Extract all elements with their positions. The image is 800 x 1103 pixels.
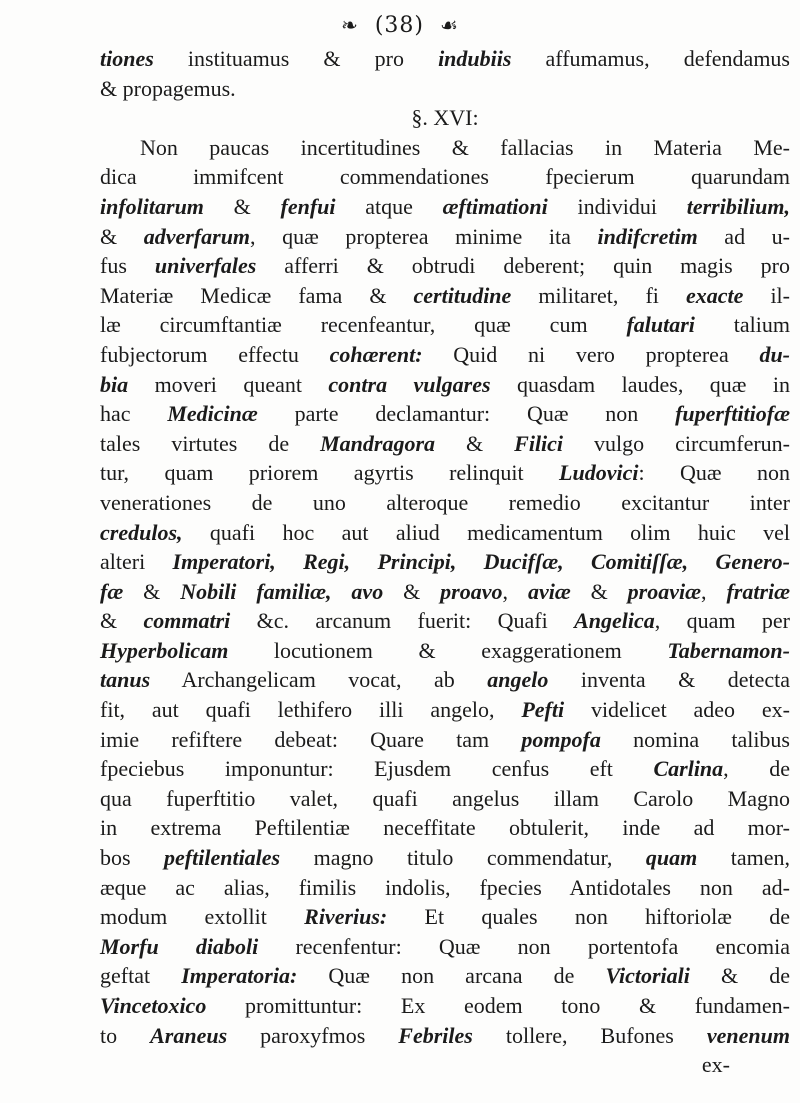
text-line	[100, 991, 790, 1021]
text-run: Archangelicam vocat, ab	[150, 667, 488, 693]
text-run: ex-	[701, 1052, 730, 1078]
text-run: alteri	[100, 549, 173, 575]
text-line	[100, 813, 790, 843]
text-run: parte declamantur: Quæ non	[257, 401, 676, 427]
text-run: &	[100, 223, 144, 249]
text-run: ,	[502, 578, 528, 604]
text-line	[100, 606, 790, 636]
text-run: talium	[694, 312, 790, 338]
text-run: magno titulo commendatur,	[280, 845, 646, 871]
text-run: ,	[701, 578, 727, 604]
text-run: quafi hoc aut aliud medicamentum olim huic vel	[182, 519, 790, 545]
italic-run: Febriles	[398, 1022, 473, 1048]
italic-run: fuperftitiofæ	[675, 401, 790, 427]
text-run: imie refiftere debeat: Quare tam	[100, 726, 522, 752]
italic-run: infolitarum	[100, 193, 204, 219]
italic-run: quam	[645, 845, 698, 871]
text-line	[100, 488, 790, 518]
text-run: : Quæ non	[638, 460, 790, 486]
text-line	[100, 961, 790, 991]
italic-run: Carlina	[653, 756, 724, 782]
text-run: moveri queant	[128, 371, 329, 397]
italic-run: terribilium,	[686, 193, 790, 219]
italic-run: Pefti	[521, 697, 565, 723]
italic-run: tiones	[100, 46, 154, 71]
text-run: &	[203, 193, 281, 219]
italic-run: angelo	[487, 667, 549, 693]
text-run: qua fuperftitio valet, quafi angelus illam Carolo Magno	[100, 785, 790, 811]
italic-run: bia	[100, 371, 129, 397]
italic-run: univerfales	[154, 253, 257, 279]
text-run: §. XVI:	[411, 105, 479, 131]
text-line	[100, 74, 790, 104]
page-header	[0, 12, 800, 38]
text-run: , quam per	[654, 608, 790, 634]
text-run: afferri & obtrudi deberent; quin magis pro	[256, 253, 791, 279]
text-run: &	[100, 608, 144, 634]
text-run: in extrema Peftilentiæ neceffitate obtulerit, inde ad mor-	[100, 815, 790, 841]
ornament-left-icon: ❧	[341, 13, 359, 37]
italic-run: certitudine	[413, 282, 512, 308]
italic-run: Nobili familiæ, avo	[180, 578, 384, 604]
text-run: locutionem & exaggerationem	[228, 637, 668, 663]
italic-run: Medicinæ	[167, 401, 258, 427]
italic-run: venenum	[706, 1022, 790, 1048]
text-run: fus	[100, 253, 155, 279]
italic-run: adverfarum	[143, 223, 251, 249]
text-run: inventa & detecta	[548, 667, 790, 693]
text-line	[100, 577, 790, 607]
text-run: atque	[335, 193, 443, 219]
text-run: Et quales non hiftoriolæ de	[387, 904, 790, 930]
text-line	[100, 133, 790, 163]
italic-run: cohærent:	[329, 341, 423, 367]
text-line	[100, 1021, 790, 1051]
text-run: &	[435, 430, 515, 456]
text-run: Non paucas incertitudines & fallacias in Materia Me-	[140, 134, 790, 160]
text-line	[100, 725, 790, 755]
body-text	[100, 44, 790, 1080]
text-line	[100, 932, 790, 962]
text-line	[100, 222, 790, 252]
italic-run: indubiis	[438, 46, 512, 71]
text-run: militaret, fi	[511, 282, 686, 308]
text-run: &c. arcanum fuerit: Quafi	[230, 608, 575, 634]
italic-run: æftimationi	[442, 193, 548, 219]
italic-run: tanus	[100, 667, 151, 693]
text-run: vulgo circumferun-	[563, 430, 790, 456]
text-line	[100, 192, 790, 222]
text-run: æque ac alias, fimilis indolis, fpecies Antidotales non ad-	[100, 874, 790, 900]
italic-run: Riverius:	[304, 904, 388, 930]
text-line	[100, 310, 790, 340]
text-line	[100, 340, 790, 370]
text-run: hac	[100, 401, 168, 427]
italic-run: fæ	[100, 578, 124, 604]
text-line	[100, 784, 790, 814]
text-line	[100, 873, 790, 903]
italic-run: pompofa	[521, 726, 601, 752]
italic-run: commatri	[143, 608, 231, 634]
text-run: promittuntur: Ex eodem tono & fundamen-	[206, 993, 790, 1018]
text-line	[100, 902, 790, 932]
text-run: bos	[100, 845, 165, 871]
italic-run: proavo	[440, 578, 503, 604]
text-run: individui	[547, 193, 687, 219]
text-run: venerationes de uno alteroque remedio excitantur inter	[100, 489, 790, 515]
text-line	[100, 1050, 790, 1080]
text-run: ad u-	[697, 223, 790, 249]
text-run: tur, quam priorem agyrtis relinquit	[100, 460, 560, 486]
text-run: geftat	[100, 963, 182, 989]
text-line	[100, 281, 790, 311]
text-line	[100, 547, 790, 577]
italic-run: Imperatori, Regi, Principi, Ducifſæ, Comitiſſæ, Genero-	[172, 549, 790, 575]
text-run: affumamus, defendamus	[511, 46, 790, 71]
text-run: paroxyfmos	[227, 1022, 399, 1048]
text-run: fubjectorum effectu	[100, 341, 330, 367]
text-run: Quid ni vero propterea	[422, 341, 760, 367]
text-line	[100, 162, 790, 192]
text-run: , de	[723, 756, 790, 782]
page-number: (38)	[374, 12, 424, 38]
text-run: nomina talibus	[600, 726, 790, 752]
italic-run: Tabernamon-	[667, 637, 790, 663]
text-line	[100, 695, 790, 725]
text-run: tamen,	[697, 845, 790, 871]
text-run: Quæ non arcana de	[297, 963, 606, 989]
italic-run: credulos,	[100, 519, 183, 545]
italic-run: Victoriali	[605, 963, 690, 989]
italic-run: falutari	[626, 312, 695, 338]
italic-run: du-	[759, 341, 790, 367]
text-line	[100, 399, 790, 429]
text-run: , quæ propterea minime ita	[250, 223, 598, 249]
text-line	[100, 754, 790, 784]
text-run: fpeciebus imponuntur: Ejusdem cenfus eft	[100, 756, 654, 782]
text-run: &	[570, 578, 628, 604]
text-run: dica immifcent commendationes fpecierum quarundam	[100, 164, 790, 190]
text-run: &	[123, 578, 181, 604]
italic-run: peftilentiales	[164, 845, 281, 871]
text-line	[100, 458, 790, 488]
italic-run: contra vulgares	[328, 371, 491, 397]
italic-run: Morfu diaboli	[100, 933, 259, 959]
text-run: & propagemus.	[100, 75, 236, 101]
text-run: læ circumftantiæ recenfeantur, quæ cum	[100, 312, 627, 338]
italic-run: indifcretim	[597, 223, 698, 249]
text-run: quasdam laudes, quæ in	[490, 371, 790, 397]
italic-run: Ludovici	[559, 460, 639, 486]
text-run: Materiæ Medicæ fama &	[100, 282, 414, 308]
text-line	[100, 251, 790, 281]
text-run: recenfentur: Quæ non portentofa encomia	[258, 933, 790, 959]
text-run: to	[100, 1022, 151, 1048]
italic-run: Vincetoxico	[100, 993, 207, 1018]
ornament-right-icon: ☙	[440, 13, 459, 37]
text-run: tales virtutes de	[100, 430, 321, 456]
text-run: & de	[689, 963, 790, 989]
text-line	[100, 103, 790, 133]
italic-run: Filici	[514, 430, 564, 456]
italic-run: Angelica	[574, 608, 655, 634]
text-run: tollere, Bufones	[472, 1022, 707, 1048]
text-run: fit, aut quafi lethifero illi angelo,	[100, 697, 522, 723]
text-run: &	[383, 578, 441, 604]
italic-run: fenfui	[280, 193, 336, 219]
text-line	[100, 636, 790, 666]
italic-run: Mandragora	[320, 430, 436, 456]
text-run: instituamus & pro	[153, 46, 439, 71]
italic-run: fratriæ	[726, 578, 790, 604]
text-run: videlicet adeo ex-	[564, 697, 790, 723]
text-line	[100, 665, 790, 695]
text-run: modum extollit	[100, 904, 305, 930]
italic-run: Araneus	[150, 1022, 228, 1048]
italic-run: proaviæ	[627, 578, 701, 604]
text-line	[100, 370, 790, 400]
italic-run: Imperatoria:	[181, 963, 298, 989]
text-run: il-	[743, 282, 790, 308]
text-line	[100, 44, 790, 74]
text-line	[100, 843, 790, 873]
text-line	[100, 518, 790, 548]
italic-run: exacte	[685, 282, 744, 308]
italic-run: aviæ	[527, 578, 571, 604]
text-line	[100, 429, 790, 459]
italic-run: Hyperbolicam	[100, 637, 229, 663]
